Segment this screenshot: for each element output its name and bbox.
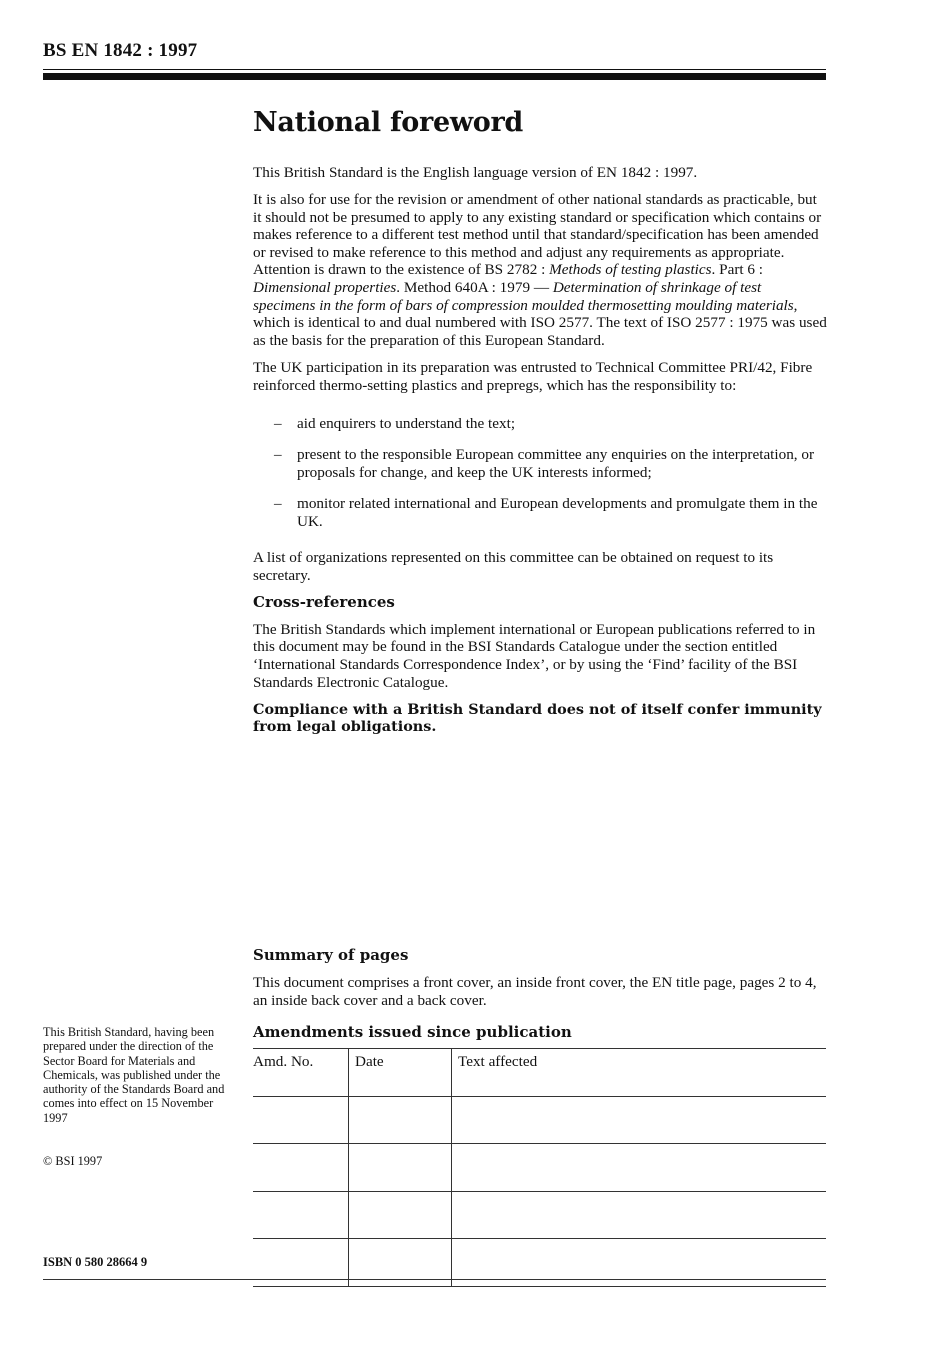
header-rule-thin [43,69,826,70]
table-row [253,1096,826,1144]
table-cell [452,1144,827,1192]
revision-text-2: . Part 6 : [711,261,764,279]
table-cell [349,1144,452,1192]
summary-text: This document comprises a front cover, an inside front cover, the EN title page, pages 2 to 4, an inside back cover and a back cover. [253,974,817,1009]
revision-text-1: It is also for use for the revision or amendment of other national standards as practicable, but it should not be presumed to apply to any existing standard or specification which contains or makes reference to a different test method until that standard/specification has been amended or revised to make reference to this method and adjust any requirements as appropriate. Attention is drawn to the existence of BS 2782 : [253,191,822,279]
amendments-heading: Amendments issued since publication [253,1023,572,1041]
revision-italic-1: Methods of testing plastics [549,261,712,279]
table-cell [253,1144,349,1192]
list-item [253,446,827,481]
list-dash: – [274,446,282,464]
list-item [253,415,827,433]
cross-references-text: The British Standards which implement international or European publications referred to in this document may be found in the BSI Standards Catalogue under the section entitled ‘International Standards Correspondence Index’, or by using the ‘Find’ facility of the BSI Standards Electronic Catalogue. [253,620,816,691]
responsibility-list [253,415,827,530]
table-cell [253,1096,349,1144]
table-cell [452,1191,827,1239]
list-dash: – [274,415,282,433]
table-row [253,1191,826,1239]
table-row [253,1144,826,1192]
organizations-paragraph: A list of organizations represented on this committee can be obtained on request to its secretary. [253,549,774,584]
foreword-body [253,164,827,745]
list-dash: – [274,494,282,512]
compliance-note: Compliance with a British Standard does not of itself confer immunity from legal obligations. [253,700,822,736]
footer-rule [43,1279,826,1280]
amendments-table [253,1048,826,1287]
summary-heading: Summary of pages [253,946,409,964]
revision-text-3: . Method 640A : 1979 — [396,279,553,297]
list-item-text: present to the responsible European committee any enquiries on the interpretation, or proposals for change, and keep the UK interests informed; [297,446,815,481]
column-header-amd-no: Amd. No. [253,1049,349,1097]
revision-paragraph [253,191,827,349]
document-id: BS EN 1842 : 1997 [43,40,198,61]
list-item-text: monitor related international and European developments and promulgate them in the UK. [297,494,818,530]
publication-note: This British Standard, having been prepared under the direction of the Sector Board for Materials and Chemicals, was published under the authority of the Standards Board and comes into effect on 15 November 1997 [43,1025,225,1125]
isbn-number: ISBN 0 580 28664 9 [43,1255,148,1269]
summary-of-pages [253,947,827,1009]
table-cell [349,1191,452,1239]
intro-paragraph: This British Standard is the English language version of EN 1842 : 1997. [253,164,698,181]
table-cell [349,1096,452,1144]
revision-italic-2: Dimensional properties [253,279,397,297]
column-header-date: Date [349,1049,452,1097]
table-cell [253,1191,349,1239]
table-cell [452,1096,827,1144]
revision-italic-3: Determination of shrinkage of test specimens in the form of bars of compression moulded thermosetting moulding materials [253,279,794,314]
cross-references-heading: Cross-references [253,592,395,611]
participation-paragraph: The UK participation in its preparation was entrusted to Technical Committee PRI/42, Fibre reinforced thermo-setting plastics and prepregs, which has the responsibility to: [253,358,813,394]
header-rule-thick [43,73,826,80]
page-title: National foreword [253,107,523,138]
column-header-text-affected: Text affected [452,1049,827,1097]
table-header-row [253,1049,826,1097]
revision-text-4: , which is identical to and dual numbered with ISO 2577. The text of ISO 2577 : 1975 was used as the basis for the preparation of this European Standard. [253,296,827,349]
list-item [253,495,827,530]
list-item-text: aid enquirers to understand the text; [297,415,516,433]
copyright-notice: © BSI 1997 [43,1154,103,1168]
